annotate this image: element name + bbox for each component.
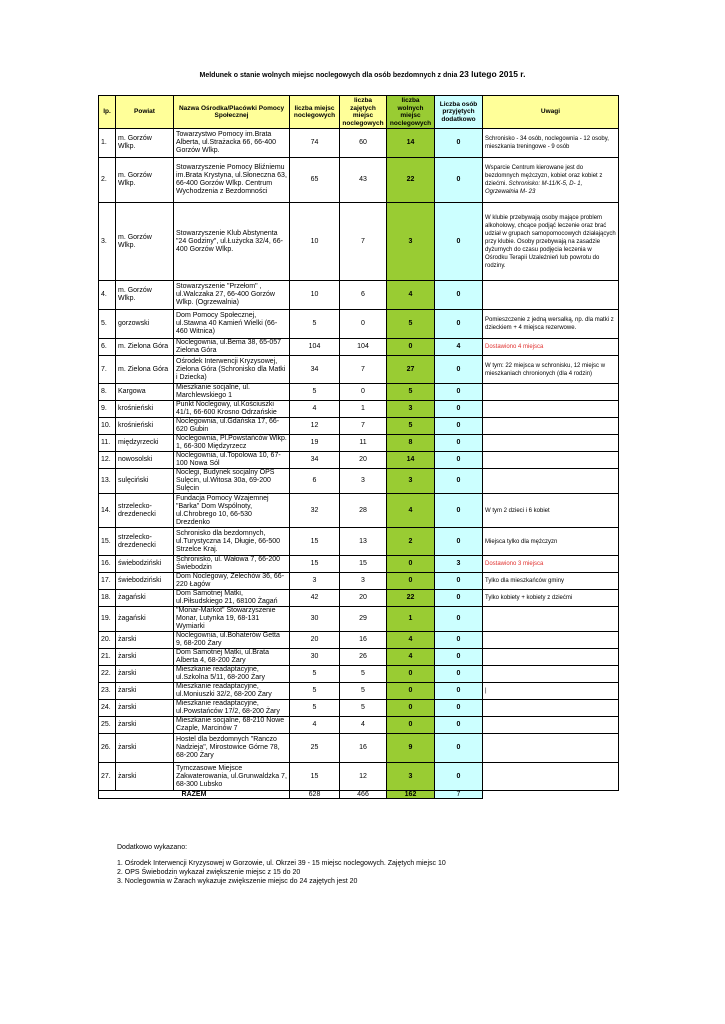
totals-wolne: 162 — [387, 791, 435, 799]
row-zajete: 15 — [340, 556, 387, 573]
row-miejsca: 15 — [290, 528, 340, 556]
row-powiat: m. Gorzów Wlkp. — [116, 281, 174, 310]
row-uwagi — [483, 683, 619, 700]
row-powiat: żarski — [116, 666, 174, 683]
row-lp: 17. — [99, 573, 116, 590]
row-powiat: m. Zielona Góra — [116, 339, 174, 356]
row-dodatkowe: 0 — [435, 356, 483, 384]
row-uwagi — [483, 356, 619, 384]
row-powiat: Kargowa — [116, 384, 174, 401]
table-row — [99, 666, 619, 683]
row-powiat: m. Gorzów Wlkp. — [116, 158, 174, 203]
row-miejsca: 5 — [290, 683, 340, 700]
row-wolne: 22 — [387, 158, 435, 203]
totals-miejsca: 628 — [290, 791, 340, 799]
row-powiat: m. Gorzów Wlkp. — [116, 129, 174, 158]
row-uwagi — [483, 452, 619, 469]
row-uwagi — [483, 666, 619, 683]
row-uwagi — [483, 734, 619, 763]
title-text: Meldunek o stanie wolnych miejsc noclegowych dla osób bezdomnych z dnia — [199, 72, 458, 79]
row-lp: 13. — [99, 469, 116, 494]
row-lp: 15. — [99, 528, 116, 556]
row-dodatkowe: 0 — [435, 203, 483, 281]
footer-heading: Dodatkowo wykazano: — [117, 844, 188, 851]
row-nazwa: Stowarzyszenie "Przełom" , ul.Walczaka 27, 66-400 Gorzów Wlkp. (Ogrzewalnia) — [174, 281, 290, 310]
note-text: Pomieszczenie z jedną wersalką, np. dla matki z dzieckiem + 4 miejsca rezerwowe. — [485, 317, 614, 331]
row-wolne: 14 — [387, 452, 435, 469]
row-nazwa: Noclegownia, ul.Topolowa 10, 67-100 Nowa Sól — [174, 452, 290, 469]
row-nazwa: Noclegownia, Pl.Powstańców Wlkp. 1, 66-300 Międzyrzecz — [174, 435, 290, 452]
table-row — [99, 700, 619, 717]
row-zajete: 0 — [340, 384, 387, 401]
row-wolne: 14 — [387, 129, 435, 158]
row-nazwa: Dom Pomocy Społecznej, ul.Stawna 40 Kamień Wielki (66-460 Witnica) — [174, 310, 290, 339]
row-miejsca: 20 — [290, 632, 340, 649]
row-nazwa: Dom Samotnej Matki, ul.Brata Alberta 4, 68-200 Żary — [174, 649, 290, 666]
row-uwagi — [483, 203, 619, 281]
table-row — [99, 452, 619, 469]
table-row — [99, 129, 619, 158]
row-wolne: 0 — [387, 683, 435, 700]
row-wolne: 4 — [387, 494, 435, 528]
note-text: Dostawiono 3 miejsca — [485, 561, 544, 567]
row-wolne: 2 — [387, 528, 435, 556]
row-zajete: 60 — [340, 129, 387, 158]
row-wolne: 3 — [387, 401, 435, 418]
row-nazwa: Noclegownia, ul.Bohaterów Getta 9, 68-200 Żary — [174, 632, 290, 649]
row-dodatkowe: 0 — [435, 666, 483, 683]
row-wolne: 0 — [387, 666, 435, 683]
document-title — [0, 69, 725, 79]
row-nazwa: Schronisko, ul. Wałowa 7, 66-200 Świebodzin — [174, 556, 290, 573]
note-text: Schronisko - 34 osób, noclegownia - 12 osoby, mieszkania treningowe - 9 osób — [485, 136, 609, 150]
row-lp: 26. — [99, 734, 116, 763]
note-text: Dostawiono 4 miejsca — [485, 344, 544, 350]
shelter-table — [98, 95, 619, 799]
row-dodatkowe: 3 — [435, 556, 483, 573]
row-dodatkowe: 0 — [435, 469, 483, 494]
row-powiat: żarski — [116, 734, 174, 763]
table-row — [99, 528, 619, 556]
row-zajete: 4 — [340, 717, 387, 734]
row-lp: 6. — [99, 339, 116, 356]
row-nazwa: Noclegownia, ul.Gdańska 17, 66-620 Gubin — [174, 418, 290, 435]
row-dodatkowe: 0 — [435, 607, 483, 632]
row-dodatkowe: 0 — [435, 734, 483, 763]
table-row — [99, 203, 619, 281]
row-lp: 4. — [99, 281, 116, 310]
table-row — [99, 734, 619, 763]
table-row — [99, 435, 619, 452]
row-uwagi — [483, 763, 619, 791]
row-powiat: żagański — [116, 607, 174, 632]
row-nazwa: Mieszkanie socjalne, 68-210 Nowe Czaple, Marcinów 7 — [174, 717, 290, 734]
row-uwagi — [483, 494, 619, 528]
row-wolne: 1 — [387, 607, 435, 632]
footer-note: 1. Ośrodek Interwencji Kryzysowej w Gorzowie, ul. Okrzei 39 - 15 miejsc noclegowych. Zajętych miejsc 10 — [117, 860, 446, 867]
row-uwagi — [483, 310, 619, 339]
table-body — [99, 129, 619, 799]
row-dodatkowe: 0 — [435, 401, 483, 418]
row-lp: 24. — [99, 700, 116, 717]
totals-dodatkowe: 7 — [435, 791, 483, 799]
table-row — [99, 607, 619, 632]
row-nazwa: Towarzystwo Pomocy im.Brata Alberta, ul.Strażacka 66, 66-400 Gorzów Wlkp. — [174, 129, 290, 158]
header-row — [99, 96, 619, 129]
row-miejsca: 15 — [290, 556, 340, 573]
row-zajete: 7 — [340, 418, 387, 435]
row-miejsca: 34 — [290, 452, 340, 469]
header-liczba-miejsc: liczba miejsc noclegowych — [290, 96, 340, 129]
row-miejsca: 4 — [290, 717, 340, 734]
table-row — [99, 469, 619, 494]
row-uwagi — [483, 129, 619, 158]
row-wolne: 0 — [387, 556, 435, 573]
row-dodatkowe: 0 — [435, 683, 483, 700]
table-row — [99, 310, 619, 339]
footer-note: 2. OPS Świebodzin wykazał zwiększenie miejsc z 15 do 20 — [117, 869, 301, 876]
row-dodatkowe: 0 — [435, 281, 483, 310]
row-zajete: 20 — [340, 590, 387, 607]
header-lp: lp. — [99, 96, 116, 129]
row-miejsca: 42 — [290, 590, 340, 607]
row-zajete: 28 — [340, 494, 387, 528]
row-nazwa: Dom Noclegowy, Żelechów 36, 66-220 Łagów — [174, 573, 290, 590]
row-uwagi — [483, 469, 619, 494]
totals-label: RAZEM — [99, 791, 290, 799]
row-zajete: 16 — [340, 632, 387, 649]
row-nazwa: Mieszkanie socjalne, ul. Marchlewskiego 1 — [174, 384, 290, 401]
row-lp: 18. — [99, 590, 116, 607]
row-lp: 19. — [99, 607, 116, 632]
row-lp: 8. — [99, 384, 116, 401]
row-uwagi — [483, 281, 619, 310]
row-uwagi — [483, 401, 619, 418]
row-miejsca: 30 — [290, 607, 340, 632]
row-wolne: 0 — [387, 573, 435, 590]
row-wolne: 5 — [387, 384, 435, 401]
note-text: W tym: 22 miejsca w schronisku, 12 miejsc w mieszkaniach chronionych (dla 4 rodzin) — [485, 362, 606, 377]
totals-zajete: 466 — [340, 791, 387, 799]
note-text: W klubie przebywają osoby mające problem alkoholowy, chcące podjąć leczenie oraz brać udział w grupach samopomocowych działających przy klubie. Osoby przebywają na zasadzie dyżurnych do czasu podjęcia leczenia w Ośrodku Terapii Uzależnień lub powrotu do rodziny. — [485, 214, 616, 269]
row-nazwa: Noclegownia, ul.Bema 38, 65-057 Zielona Góra — [174, 339, 290, 356]
row-zajete: 0 — [340, 310, 387, 339]
note-text: W tym 2 dzieci i 6 kobiet — [485, 507, 550, 514]
note-text: Tylko dla mieszkańców gminy — [485, 578, 565, 584]
row-dodatkowe: 0 — [435, 384, 483, 401]
table-row — [99, 573, 619, 590]
row-lp: 9. — [99, 401, 116, 418]
header-powiat: Powiat — [116, 96, 174, 129]
row-powiat: m. Zielona Góra — [116, 356, 174, 384]
row-lp: 21. — [99, 649, 116, 666]
row-nazwa: Fundacja Pomocy Wzajemnej "Barka" Dom Wspólnoty, ul.Chrobrego 10, 66-530 Drezdenko — [174, 494, 290, 528]
row-dodatkowe: 0 — [435, 435, 483, 452]
row-dodatkowe: 0 — [435, 528, 483, 556]
header-uwagi: Uwagi — [483, 96, 619, 129]
row-lp: 25. — [99, 717, 116, 734]
row-powiat: żarski — [116, 717, 174, 734]
row-miejsca: 5 — [290, 384, 340, 401]
header-nazwa: Nazwa Ośrodka/Placówki Pomocy Społecznej — [174, 96, 290, 129]
row-uwagi — [483, 573, 619, 590]
row-zajete: 16 — [340, 734, 387, 763]
table-row — [99, 649, 619, 666]
table-row — [99, 339, 619, 356]
row-zajete: 43 — [340, 158, 387, 203]
row-powiat: sulęciński — [116, 469, 174, 494]
row-lp: 5. — [99, 310, 116, 339]
row-powiat: krośnieński — [116, 401, 174, 418]
row-dodatkowe: 0 — [435, 717, 483, 734]
row-dodatkowe: 0 — [435, 590, 483, 607]
table-row — [99, 356, 619, 384]
row-lp: 27. — [99, 763, 116, 791]
table-row — [99, 494, 619, 528]
row-uwagi — [483, 158, 619, 203]
row-nazwa: "Monar-Markot" Stowarzyszenie Monar, Lutynka 19, 68-131 Wymiarki — [174, 607, 290, 632]
row-nazwa: Stowarzyszenie Klub Abstynenta "24 Godziny", ul.Łużycka 32/4, 66-400 Gorzów Wlkp. — [174, 203, 290, 281]
row-zajete: 13 — [340, 528, 387, 556]
table-row — [99, 632, 619, 649]
row-dodatkowe: 0 — [435, 763, 483, 791]
totals-row — [99, 791, 619, 799]
row-lp: 11. — [99, 435, 116, 452]
row-powiat: świebodziński — [116, 573, 174, 590]
row-lp: 22. — [99, 666, 116, 683]
row-dodatkowe: 0 — [435, 700, 483, 717]
row-zajete: 1 — [340, 401, 387, 418]
row-powiat: krośnieński — [116, 418, 174, 435]
row-uwagi — [483, 418, 619, 435]
row-wolne: 22 — [387, 590, 435, 607]
row-nazwa: Hostel dla bezdomnych "Ranczo Nadzieja", Mirostowice Górne 78, 68-200 Żary — [174, 734, 290, 763]
table-row — [99, 281, 619, 310]
row-uwagi — [483, 339, 619, 356]
row-wolne: 5 — [387, 310, 435, 339]
row-dodatkowe: 0 — [435, 649, 483, 666]
row-uwagi — [483, 590, 619, 607]
header-wolne: liczba wolnych miejsc noclegowych — [387, 96, 435, 129]
table-row — [99, 683, 619, 700]
row-wolne: 4 — [387, 632, 435, 649]
row-dodatkowe: 0 — [435, 494, 483, 528]
note-text: Tylko kobiety + kobiety z dziećmi — [485, 595, 573, 601]
row-powiat: strzelecko-drezdenecki — [116, 528, 174, 556]
title-date: 23 lutego 2015 r. — [459, 69, 526, 79]
row-zajete: 7 — [340, 203, 387, 281]
row-miejsca: 6 — [290, 469, 340, 494]
row-wolne: 3 — [387, 763, 435, 791]
note-text: | — [485, 688, 487, 694]
row-powiat: świebodziński — [116, 556, 174, 573]
row-miejsca: 30 — [290, 649, 340, 666]
row-zajete: 3 — [340, 469, 387, 494]
row-miejsca: 3 — [290, 573, 340, 590]
row-miejsca: 19 — [290, 435, 340, 452]
row-zajete: 11 — [340, 435, 387, 452]
row-nazwa: Noclegi, Budynek socjalny OPS Sulęcin, ul.Witosa 30a, 69-200 Sulęcin — [174, 469, 290, 494]
row-powiat: m. Gorzów Wlkp. — [116, 203, 174, 281]
row-nazwa: Mieszkanie readaptacyjne, ul.Szkolna 5/11, 68-200 Żary — [174, 666, 290, 683]
footer-note: 3. Noclegownia w Żarach wykazuje zwiększenie miejsc do 24 zajętych jest 20 — [117, 878, 358, 885]
row-uwagi — [483, 717, 619, 734]
row-miejsca: 12 — [290, 418, 340, 435]
row-powiat: żagański — [116, 590, 174, 607]
row-powiat: żarski — [116, 632, 174, 649]
row-wolne: 8 — [387, 435, 435, 452]
row-powiat: żarski — [116, 683, 174, 700]
row-miejsca: 5 — [290, 666, 340, 683]
row-lp: 12. — [99, 452, 116, 469]
row-dodatkowe: 0 — [435, 418, 483, 435]
row-zajete: 104 — [340, 339, 387, 356]
row-miejsca: 104 — [290, 339, 340, 356]
row-zajete: 6 — [340, 281, 387, 310]
row-nazwa: Ośrodek Interwencji Kryzysowej, Zielona Góra (Schronisko dla Matki i Dziecka) — [174, 356, 290, 384]
row-miejsca: 10 — [290, 203, 340, 281]
row-lp: 16. — [99, 556, 116, 573]
row-zajete: 3 — [340, 573, 387, 590]
row-zajete: 7 — [340, 356, 387, 384]
table-row — [99, 384, 619, 401]
row-nazwa: Punkt Noclegowy, ul.Kościuszki 41/1, 66-600 Krosno Odrzańskie — [174, 401, 290, 418]
row-powiat: międzyrzecki — [116, 435, 174, 452]
row-dodatkowe: 0 — [435, 129, 483, 158]
note-text: Miejsca tylko dla mężczyzn — [485, 538, 558, 545]
row-miejsca: 5 — [290, 310, 340, 339]
note-text: Schronisko: M-11/K-5, D- 1, Ogrzewalnia M- 23 — [485, 181, 583, 195]
row-zajete: 12 — [340, 763, 387, 791]
row-dodatkowe: 0 — [435, 632, 483, 649]
row-lp: 10. — [99, 418, 116, 435]
row-lp: 2. — [99, 158, 116, 203]
row-wolne: 9 — [387, 734, 435, 763]
row-miejsca: 4 — [290, 401, 340, 418]
row-wolne: 27 — [387, 356, 435, 384]
row-lp: 14. — [99, 494, 116, 528]
table-row — [99, 401, 619, 418]
row-uwagi — [483, 700, 619, 717]
row-nazwa: Schronisko dla bezdomnych, ul.Turystyczna 14, Długie, 66-500 Strzelce Kraj. — [174, 528, 290, 556]
row-lp: 3. — [99, 203, 116, 281]
row-lp: 23. — [99, 683, 116, 700]
row-powiat: nowosolski — [116, 452, 174, 469]
row-uwagi — [483, 556, 619, 573]
footer-notes — [117, 843, 446, 886]
row-uwagi — [483, 632, 619, 649]
row-powiat: gorzowski — [116, 310, 174, 339]
row-nazwa: Tymczasowe Miejsce Zakwaterowania, ul.Grunwaldzka 7, 68-300 Lubsko — [174, 763, 290, 791]
row-wolne: 0 — [387, 339, 435, 356]
row-uwagi — [483, 607, 619, 632]
row-miejsca: 34 — [290, 356, 340, 384]
totals-blank — [483, 791, 619, 799]
row-uwagi — [483, 528, 619, 556]
row-uwagi — [483, 435, 619, 452]
row-powiat: żarski — [116, 649, 174, 666]
row-nazwa: Dom Samotnej Matki, ul.Piłsudskiego 21, 68100 Żagań — [174, 590, 290, 607]
row-nazwa: Mieszkanie readaptacyjne, ul.Powstańców 17/2, 68-200 Żary — [174, 700, 290, 717]
row-powiat: strzelecko-drezdenecki — [116, 494, 174, 528]
row-wolne: 0 — [387, 700, 435, 717]
row-lp: 7. — [99, 356, 116, 384]
row-wolne: 3 — [387, 203, 435, 281]
row-miejsca: 65 — [290, 158, 340, 203]
table-row — [99, 717, 619, 734]
row-miejsca: 5 — [290, 700, 340, 717]
row-wolne: 5 — [387, 418, 435, 435]
row-dodatkowe: 0 — [435, 158, 483, 203]
row-nazwa: Stowarzyszenie Pomocy Bliźniemu im.Brata Krystyna, ul.Słoneczna 63, 66-400 Gorzów Wlkp. Centrum Wychodzenia z Bezdomności — [174, 158, 290, 203]
row-zajete: 5 — [340, 700, 387, 717]
row-dodatkowe: 0 — [435, 310, 483, 339]
row-powiat: żarski — [116, 700, 174, 717]
row-lp: 1. — [99, 129, 116, 158]
row-powiat: żarski — [116, 763, 174, 791]
row-zajete: 5 — [340, 683, 387, 700]
row-nazwa: Mieszkanie readaptacyjne, ul.Moniuszki 32/2, 68-200 Żary — [174, 683, 290, 700]
row-zajete: 5 — [340, 666, 387, 683]
table-row — [99, 763, 619, 791]
row-dodatkowe: 0 — [435, 573, 483, 590]
row-uwagi — [483, 384, 619, 401]
row-zajete: 20 — [340, 452, 387, 469]
row-dodatkowe: 4 — [435, 339, 483, 356]
row-miejsca: 10 — [290, 281, 340, 310]
row-lp: 20. — [99, 632, 116, 649]
row-wolne: 4 — [387, 649, 435, 666]
header-zajete: liczba zajętych miejsc noclegowych — [340, 96, 387, 129]
table-row — [99, 418, 619, 435]
row-dodatkowe: 0 — [435, 452, 483, 469]
row-wolne: 0 — [387, 717, 435, 734]
header-dodatkowe: Liczba osób przyjętych dodatkowo — [435, 96, 483, 129]
note-text: Wsparcie Centrum kierowane jest do bezdomnych mężczyzn, kobiet oraz kobiet z dziećmi. — [485, 165, 603, 187]
row-wolne: 4 — [387, 281, 435, 310]
row-miejsca: 15 — [290, 763, 340, 791]
row-uwagi — [483, 649, 619, 666]
table-row — [99, 590, 619, 607]
row-miejsca: 74 — [290, 129, 340, 158]
row-miejsca: 25 — [290, 734, 340, 763]
row-miejsca: 32 — [290, 494, 340, 528]
row-wolne: 3 — [387, 469, 435, 494]
row-zajete: 29 — [340, 607, 387, 632]
row-zajete: 26 — [340, 649, 387, 666]
table-row — [99, 158, 619, 203]
table-row — [99, 556, 619, 573]
